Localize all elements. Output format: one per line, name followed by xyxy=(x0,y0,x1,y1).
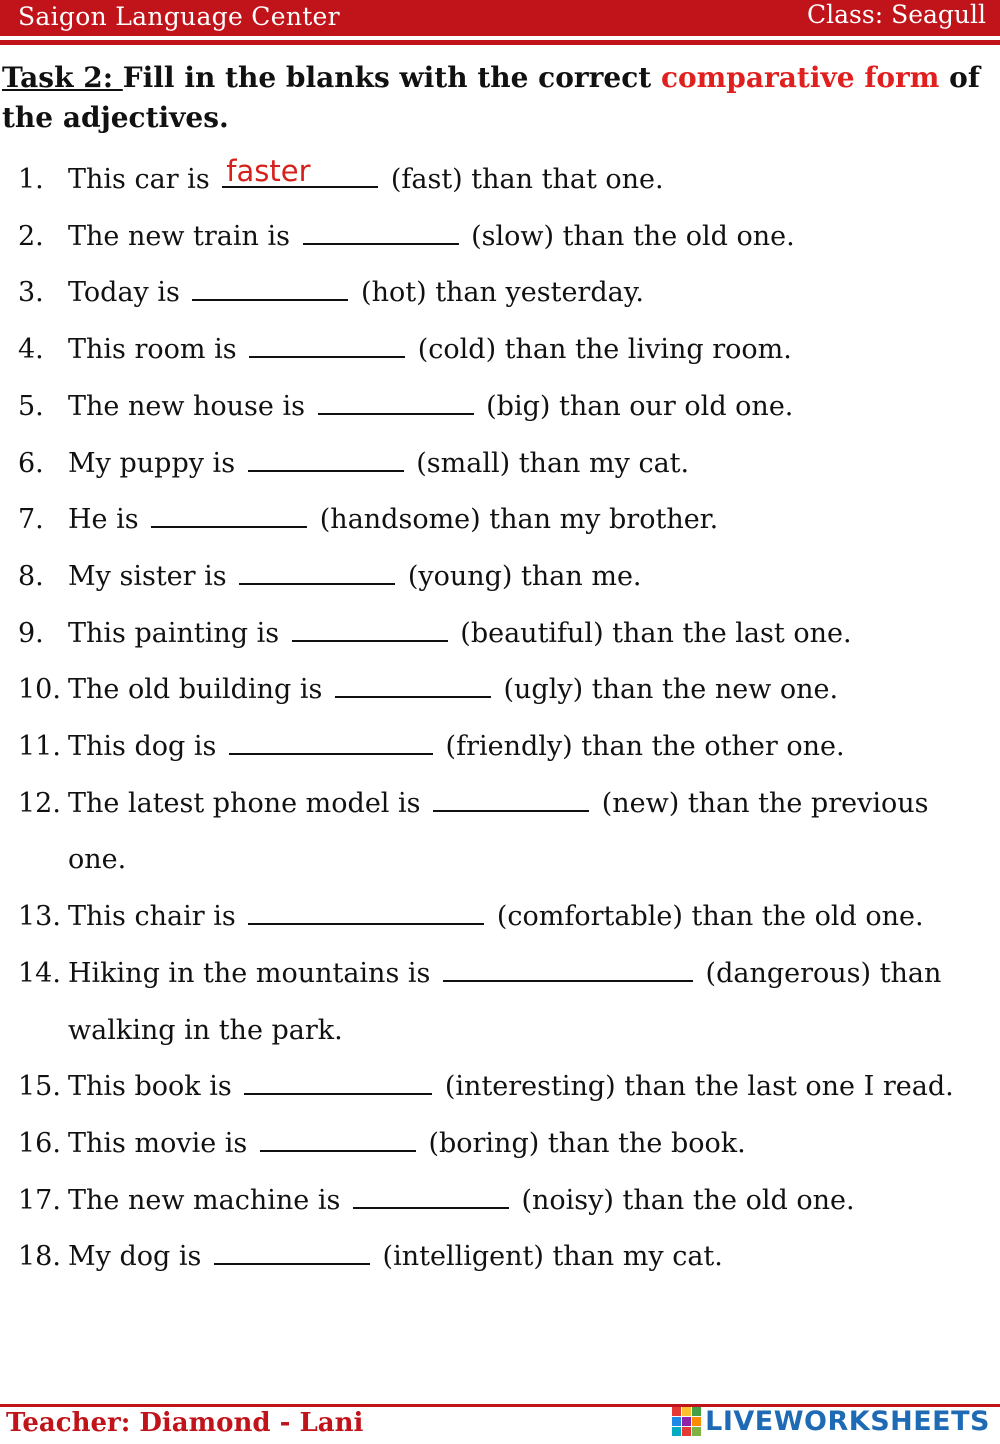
question-7 xyxy=(18,492,978,549)
question-text-after: (beautiful) than the last one. xyxy=(451,617,852,649)
logo-mark-icon xyxy=(672,1407,701,1436)
question-text-before: This room is xyxy=(68,334,246,366)
answer-blank[interactable] xyxy=(249,336,405,358)
task-title xyxy=(2,58,992,138)
question-number: 9. xyxy=(18,617,44,649)
question-number: 11. xyxy=(18,731,61,763)
question-13 xyxy=(18,889,978,946)
question-number: 18. xyxy=(18,1241,61,1273)
question-9 xyxy=(18,606,978,663)
question-text-before: Today is xyxy=(68,277,189,309)
question-text-before: This painting is xyxy=(68,617,288,649)
question-text-after: (intelligent) than my cat. xyxy=(373,1241,723,1273)
answer-blank[interactable] xyxy=(433,790,589,812)
question-text-before: This book is xyxy=(68,1071,241,1103)
answer-blank[interactable] xyxy=(192,279,348,301)
question-number: 2. xyxy=(18,220,44,252)
question-text-before: The new house is xyxy=(68,390,314,422)
question-2 xyxy=(18,209,978,266)
liveworksheets-logo xyxy=(672,1405,990,1437)
header-divider xyxy=(0,40,1000,45)
answer-blank[interactable] xyxy=(248,903,484,925)
question-number: 13. xyxy=(18,901,61,933)
question-text-before: Hiking in the mountains is xyxy=(68,957,439,989)
question-number: 4. xyxy=(18,334,44,366)
teacher-credit: Teacher: Diamond - Lani xyxy=(6,1408,364,1438)
question-number: 15. xyxy=(18,1071,61,1103)
question-text-before: The new machine is xyxy=(68,1184,349,1216)
question-text-after: (new) than the previous one. xyxy=(68,787,929,876)
question-text-after: (interesting) than the last one I read. xyxy=(436,1071,954,1103)
logo-text: LIVEWORKSHEETS xyxy=(705,1405,990,1437)
question-text-after: (dangerous) than walking in the park. xyxy=(68,957,942,1046)
question-text-after: (noisy) than the old one. xyxy=(512,1184,855,1216)
question-number: 8. xyxy=(18,560,44,592)
question-number: 1. xyxy=(18,164,44,195)
question-text-after: (fast) than that one. xyxy=(382,164,664,195)
question-text-after: (cold) than the living room. xyxy=(409,334,792,366)
question-number: 6. xyxy=(18,447,44,479)
answer-blank[interactable] xyxy=(229,733,433,755)
question-text-after: (big) than our old one. xyxy=(477,390,794,422)
header-bar xyxy=(0,0,1000,36)
question-text-after: (hot) than yesterday. xyxy=(352,277,644,309)
answer-blank[interactable] xyxy=(318,393,474,415)
question-text-before: My dog is xyxy=(68,1241,210,1273)
answer-blank[interactable] xyxy=(260,1130,416,1152)
question-number: 3. xyxy=(18,277,44,309)
question-text-before: The latest phone model is xyxy=(68,787,430,819)
answer-blank[interactable] xyxy=(248,450,404,472)
question-3 xyxy=(18,265,978,322)
question-16 xyxy=(18,1116,978,1173)
answer-blank[interactable] xyxy=(335,676,491,698)
question-text-after: (friendly) than the other one. xyxy=(436,731,845,763)
task-highlight: comparative form xyxy=(660,61,940,94)
question-number: 16. xyxy=(18,1127,61,1159)
question-text-after: (slow) than the old one. xyxy=(462,220,795,252)
question-number: 10. xyxy=(18,674,61,706)
answer-blank[interactable] xyxy=(353,1187,509,1209)
question-text-before: This chair is xyxy=(68,901,245,933)
question-11 xyxy=(18,719,978,776)
question-text-before: My puppy is xyxy=(68,447,244,479)
center-name: Saigon Language Center xyxy=(18,2,340,31)
question-18 xyxy=(18,1229,978,1286)
question-text-after: (boring) than the book. xyxy=(419,1127,746,1159)
question-17 xyxy=(18,1173,978,1230)
question-6 xyxy=(18,436,978,493)
question-5 xyxy=(18,379,978,436)
answer-blank[interactable] xyxy=(244,1073,432,1095)
answer-blank[interactable] xyxy=(222,154,378,188)
question-number: 17. xyxy=(18,1184,61,1216)
question-text-after: (handsome) than my brother. xyxy=(311,504,719,536)
question-number: 7. xyxy=(18,504,44,536)
answer-blank[interactable] xyxy=(303,223,459,245)
task-label: Task 2: xyxy=(2,61,123,94)
question-1 xyxy=(18,152,978,209)
question-text-before: The old building is xyxy=(68,674,331,706)
answer-blank[interactable] xyxy=(239,563,395,585)
question-text-before: My sister is xyxy=(68,560,236,592)
question-text-before: This movie is xyxy=(68,1127,256,1159)
answer-blank[interactable] xyxy=(151,506,307,528)
question-number: 14. xyxy=(18,957,61,989)
answer-text: faster xyxy=(226,154,311,188)
answer-blank[interactable] xyxy=(292,620,448,642)
question-8 xyxy=(18,549,978,606)
question-text-after: (comfortable) than the old one. xyxy=(488,901,924,933)
question-text-before: This dog is xyxy=(68,731,225,763)
question-text-after: (young) than me. xyxy=(399,560,642,592)
question-text-after: (ugly) than the new one. xyxy=(494,674,839,706)
task-text-after: of the adjectives. xyxy=(2,61,980,134)
question-4 xyxy=(18,322,978,379)
question-14 xyxy=(18,946,978,1059)
question-text-after: (small) than my cat. xyxy=(407,447,690,479)
question-12 xyxy=(18,776,978,889)
task-text-before: Fill in the blanks with the correct xyxy=(122,61,661,94)
question-10 xyxy=(18,662,978,719)
question-list xyxy=(18,152,978,1286)
question-15 xyxy=(18,1059,978,1116)
class-label: Class: Seagull xyxy=(807,0,986,29)
question-text-before: The new train is xyxy=(68,220,299,252)
question-number: 5. xyxy=(18,390,44,422)
answer-blank[interactable] xyxy=(443,960,693,982)
question-text-before: He is xyxy=(68,504,148,536)
answer-blank[interactable] xyxy=(214,1243,370,1265)
question-text-before: This car is xyxy=(68,164,219,195)
question-number: 12. xyxy=(18,787,61,819)
